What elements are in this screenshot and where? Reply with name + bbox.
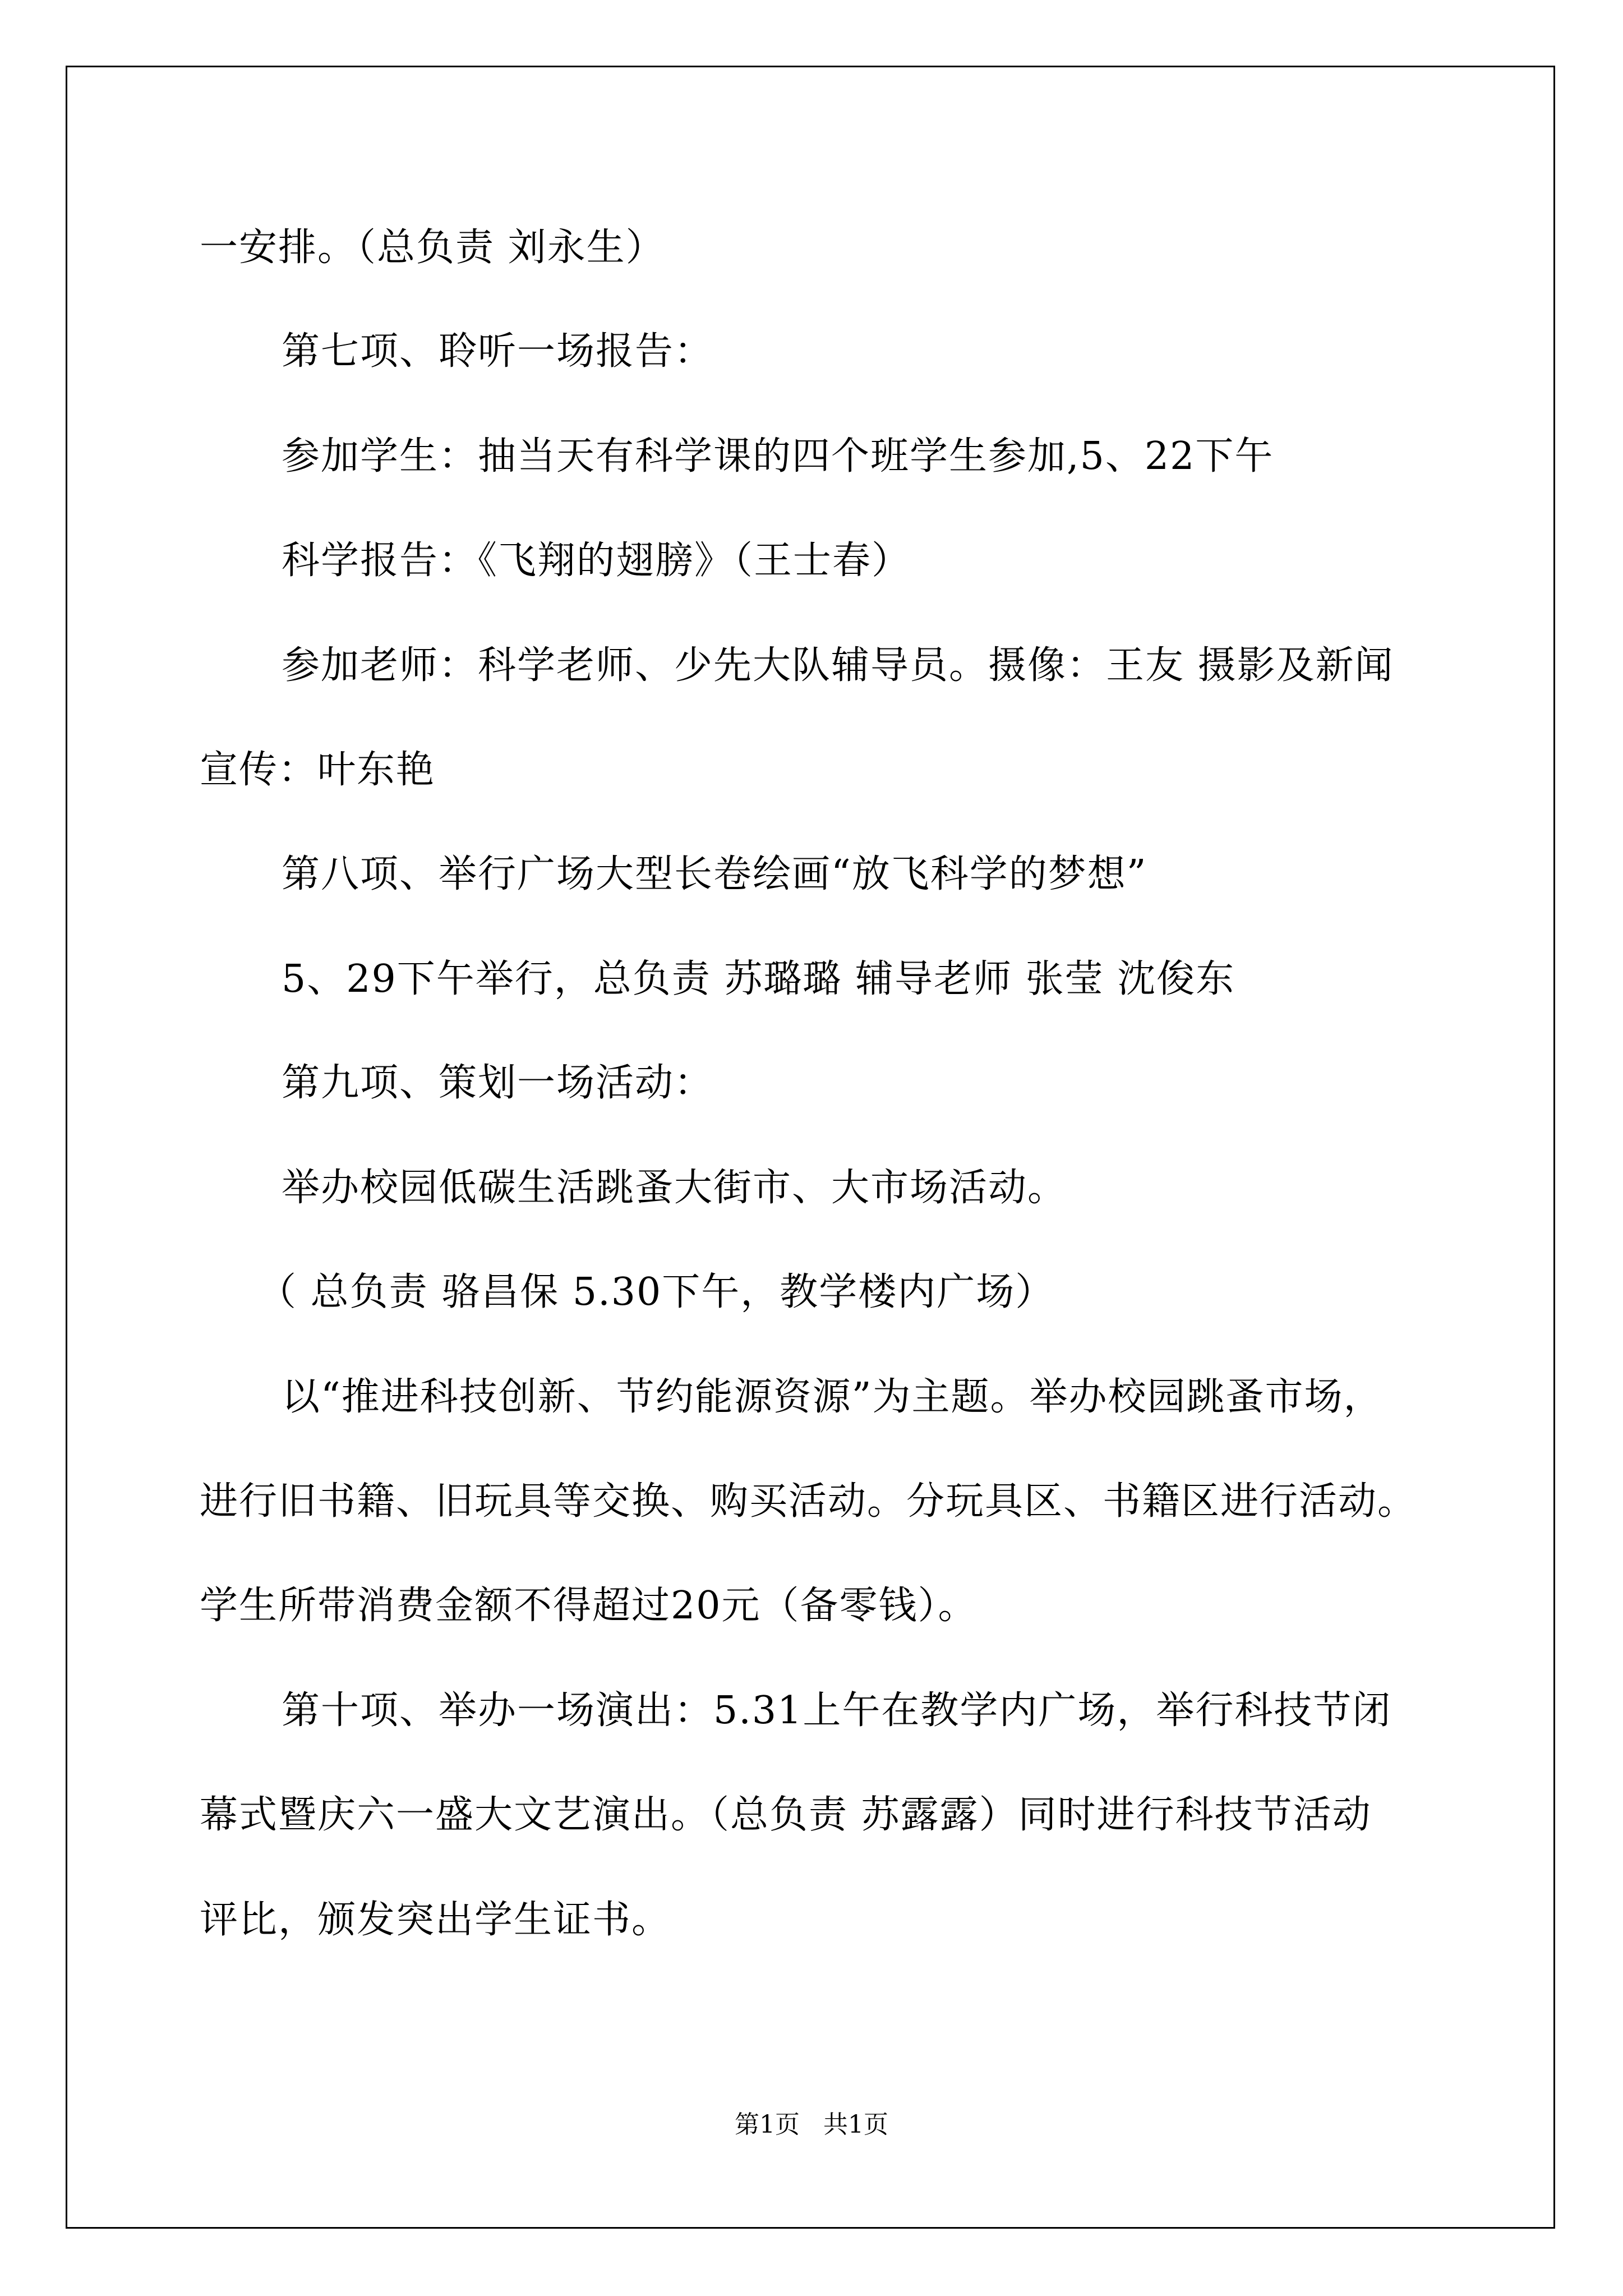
text-line: 第八项、举行广场大型长卷绘画“放飞科学的梦想” <box>282 852 1147 896</box>
text-line: 第十项、举办一场演出：5.31上午在教学内广场，举行科技节闭 <box>282 1688 1392 1733</box>
text-line: 第九项、策划一场活动： <box>282 1061 714 1105</box>
text-line: 举办校园低碳生活跳蚤大街市、大市场活动。 <box>282 1166 1067 1210</box>
text-line: 以“推进科技创新、节约能源资源”为主题。举办校园跳蚤市场， <box>282 1375 1383 1419</box>
text-line: 评比，颁发突出学生证书。 <box>200 1898 671 1942</box>
text-line: 幕式暨庆六一盛大文艺演出。（总负责 苏露露）同时进行科技节活动 <box>200 1793 1372 1837</box>
text-line: 参加老师：科学老师、少先大队辅导员。摄像：王友 摄影及新闻 <box>282 643 1394 688</box>
text-line: （ 总负责 骆昌保 5.30下午，教学楼内广场） <box>258 1270 1055 1314</box>
text-line: 宣传：叶东艳 <box>200 748 436 792</box>
text-line: 5、29下午举行，总负责 苏璐璐 辅导老师 张莹 沈俊东 <box>282 957 1235 1001</box>
text-line: 进行旧书籍、旧玩具等交换、购买活动。分玩具区、书籍区进行活动。 <box>200 1479 1417 1524</box>
text-line: 第七项、聆听一场报告： <box>282 329 714 374</box>
text-line: 一安排。（总负责 刘永生） <box>200 226 665 270</box>
text-line: 科学报告：《飞翔的翅膀》（王士春） <box>282 539 911 583</box>
page-number: 第1页 共1页 <box>735 2110 888 2139</box>
text-line: 学生所带消费金额不得超过20元（备零钱）。 <box>200 1584 978 1628</box>
text-line: 参加学生：抽当天有科学课的四个班学生参加,5、22下午 <box>282 434 1274 478</box>
